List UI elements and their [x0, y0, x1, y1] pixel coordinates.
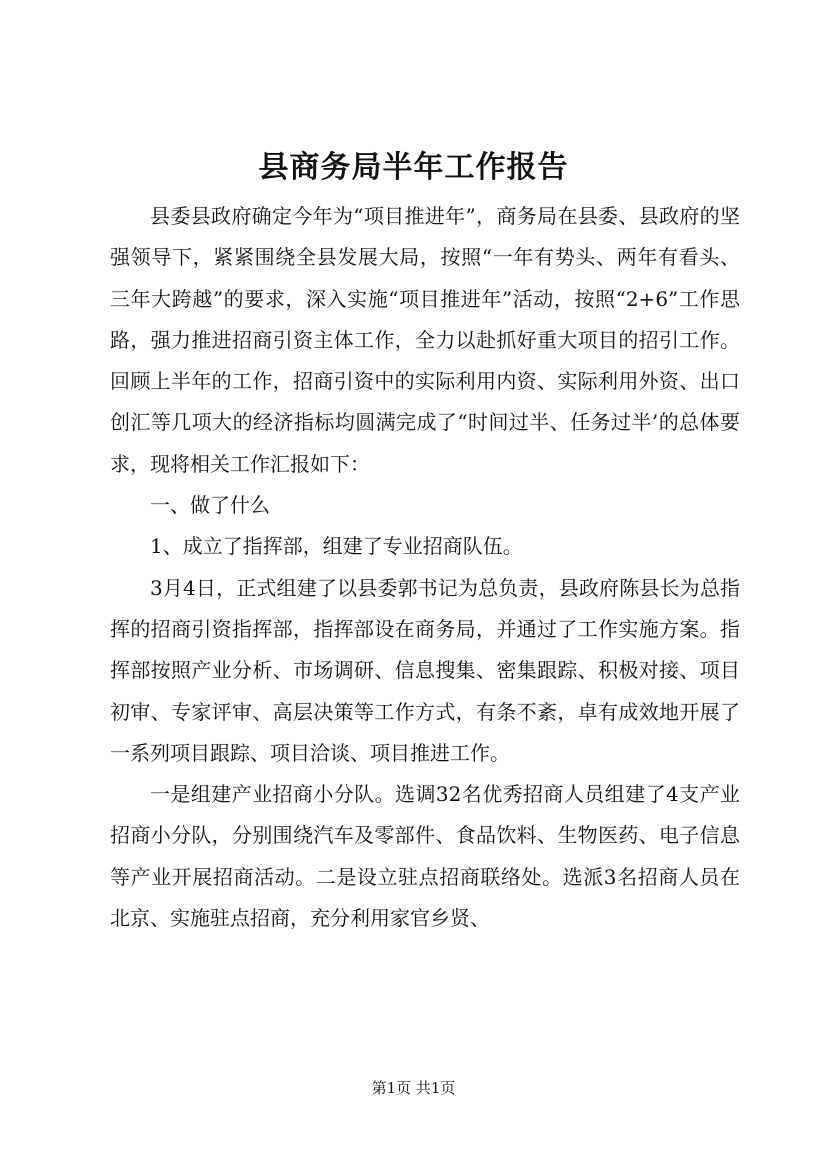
document-title: 县商务局半年工作报告: [258, 150, 569, 185]
subsection-heading-command-center: 1、成立了指挥部，组建了专业招商队伍。: [150, 534, 523, 559]
paragraph-investment-teams: 一是组建产业招商小分队。选调32名优秀招商人员组建了4支产业招商小分队，分别围绕汽车及零部件、食品饮料、生物医药、电子信息等产业开展招商活动。二是设立驻点招商联络处。选派3名招商人员在北京、实施驻点招商，充分利用家官乡贤、: [110, 782, 740, 931]
document-body: [110, 196, 740, 939]
paragraph-command-center: 3月4日，正式组建了以县委郭书记为总负责，县政府陈县长为总指挥的招商引资指挥部，指挥部设在商务局，并通过了工作实施方案。指挥部按照产业分析、市场调研、信息搜集、密集跟踪、积极对接、项目初审、专家评审、高层决策等工作方式，有条不紊，卓有成效地开展了一系列项目跟踪、项目洽谈、项目推进工作。: [110, 575, 740, 765]
paragraph-intro: 县委县政府确定今年为“项目推进年”，商务局在县委、县政府的坚强领导下，紧紧围绕全县发展大局，按照“一年有势头、两年有看头、三年大跨越”的要求，深入实施“项目推进年”活动，按照“2+6”工作思路，强力推进招商引资主体工作，全力以赴抓好重大项目的招引工作。回顾上半年的工作，招商引资中的实际利用内资、实际利用外资、出口创汇等几项大的经济指标均圆满完成了“时间过半、任务过半’的总体要求，现将相关工作汇报如下：: [110, 204, 740, 476]
page-footer: 第1页 共1页: [371, 1079, 456, 1097]
section-heading-what-was-done: 一、做了什么: [150, 493, 270, 518]
